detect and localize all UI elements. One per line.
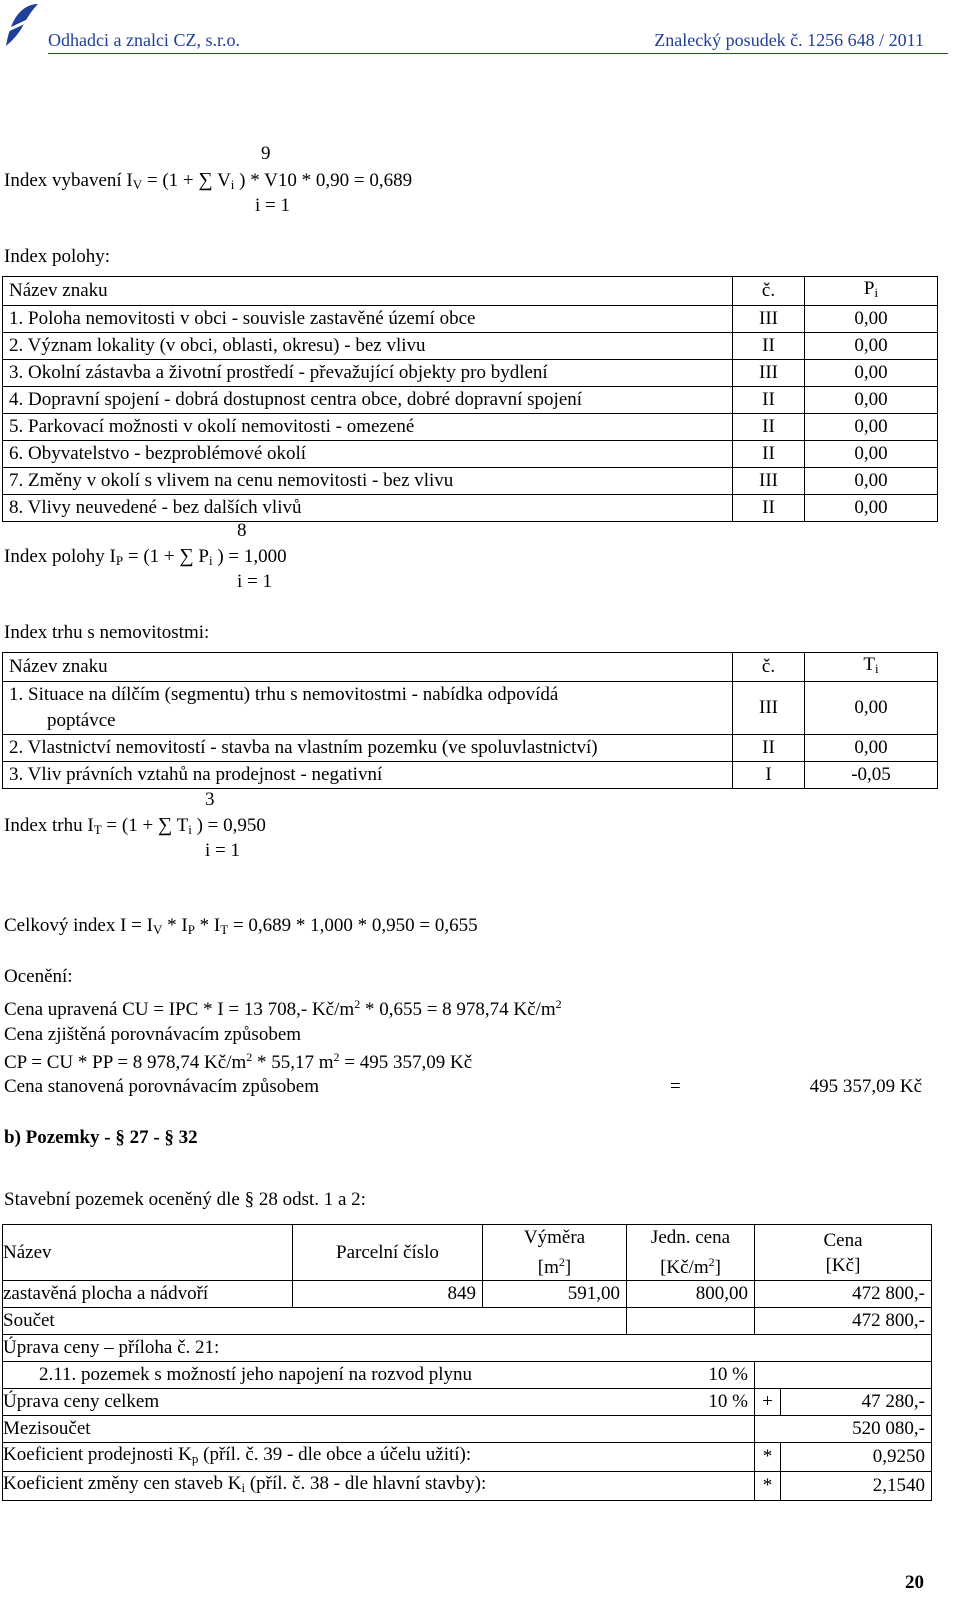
- pozemky-col-parcel: Parcelní číslo: [293, 1225, 483, 1281]
- trh-row1-val: 0,00: [805, 682, 938, 735]
- trh-heading: Index trhu s nemovitostmi:: [4, 622, 210, 643]
- poloha-row-val: 0,00: [805, 441, 938, 468]
- pozemky-ki-row: [3, 1472, 932, 1501]
- pozemky-uprava-celkem-row: [3, 1389, 932, 1416]
- pozemky-col-price: Cena [Kč]: [755, 1225, 932, 1281]
- trh-row-name: 3. Vliv právních vztahů na prodejnost - negativní: [3, 762, 733, 789]
- pozemky-kp-label: Koeficient prodejnosti $K_p$ (příl. č. 39 - dle obce a účelu užití):: [3, 1443, 755, 1472]
- formula-v-bottom: i = 1: [255, 195, 290, 216]
- formula-v: Index vybavení $I_V = (1$ + ∑ $V_i$ ) * V10 * 0,90 = 0,689: [4, 169, 413, 192]
- header-company: Odhadci a znalci CZ, s.r.o.: [48, 30, 240, 50]
- trh-row-no: I: [733, 762, 805, 789]
- company-logo-icon: [2, 2, 40, 48]
- pozemky-table: [2, 1224, 932, 1501]
- poloha-row-no: II: [733, 387, 805, 414]
- pozemky-uprava-item-name: 2.11. pozemek s možností jeho napojení na rozvod plynu: [3, 1362, 627, 1389]
- poloha-col-val: $P_i$: [805, 277, 938, 306]
- oceneni-line1: Cena upravená CU = IPC * I = 13 708,- $Kč/m^2 * 0,655 = 8$ 978,74 $Kč/m^2$: [4, 997, 562, 1020]
- pozemky-r1-price: 472 800,-: [755, 1281, 932, 1308]
- formula-p-bottom: i = 1: [237, 571, 272, 592]
- poloha-row-name: 7. Změny v okolí s vlivem na cenu nemovitosti - bez vlivu: [3, 468, 733, 495]
- trh-col-val: $T_i$: [805, 653, 938, 682]
- trh-table: [2, 652, 938, 789]
- poloha-row: [3, 495, 938, 522]
- pozemky-kp-op: *: [755, 1443, 781, 1472]
- poloha-heading: Index polohy:: [4, 246, 111, 267]
- poloha-table: [2, 276, 938, 522]
- pozemky-soucet-label: Součet: [3, 1308, 627, 1335]
- pozemky-kp-row: [3, 1443, 932, 1472]
- poloha-row-val: 0,00: [805, 306, 938, 333]
- pozemky-heading: b) Pozemky - § 27 - § 32: [4, 1127, 198, 1148]
- poloha-row-val: 0,00: [805, 495, 938, 522]
- total-index: Celkový index $I = I_V * I_P * I_T = 0,689 * 1,000 * 0,950 = 0,655$: [4, 915, 478, 937]
- trh-row-val: -0,05: [805, 762, 938, 789]
- poloha-row-no: II: [733, 333, 805, 360]
- poloha-row: [3, 414, 938, 441]
- poloha-row-name: 6. Obyvatelstvo - bezproblémové okolí: [3, 441, 733, 468]
- header-report-number: Znalecký posudek č. 1256 648 / 2011: [654, 30, 924, 50]
- pozemky-mezisoucet-value: 520 080,-: [755, 1416, 932, 1443]
- pozemky-soucet-value: 472 800,-: [755, 1308, 932, 1335]
- poloha-row-val: 0,00: [805, 414, 938, 441]
- trh-row1-name: 1. Situace na dílčím (segmentu) trhu s nemovitostmi - nabídka odpovídá poptávce: [3, 682, 733, 735]
- trh-row: [3, 762, 938, 789]
- pozemky-col-area: Výměra $[m^2]$: [483, 1225, 627, 1281]
- pozemky-col-unit-price: Jedn. cena $[Kč/m^2]$: [627, 1225, 755, 1281]
- formula-v-top: 9: [261, 143, 271, 164]
- oceneni-line3: CP = CU * PP = 8 978,74 $Kč/m^2 * 55,17$ $m^2 = 495$ 357,09 Kč: [4, 1050, 473, 1073]
- pozemky-soucet-row: [3, 1308, 932, 1335]
- oceneni-heading: Ocenění:: [4, 966, 73, 987]
- poloha-row-val: 0,00: [805, 468, 938, 495]
- oceneni-line4: Cena stanovená porovnávacím způsobem: [4, 1076, 319, 1097]
- poloha-row-name: 1. Poloha nemovitosti v obci - souvisle zastavěné území obce: [3, 306, 733, 333]
- poloha-row-no: II: [733, 495, 805, 522]
- poloha-row-name: 2. Význam lokality (v obci, oblasti, okresu) - bez vlivu: [3, 333, 733, 360]
- formula-t: Index trhu $I_T = (1$ + ∑ $T_i$ ) = 0,950: [4, 814, 266, 837]
- poloha-row-no: III: [733, 360, 805, 387]
- trh-row-val: 0,00: [805, 735, 938, 762]
- pozemky-uprava-item-row: [3, 1362, 932, 1389]
- pozemky-r1-unit-price: 800,00: [627, 1281, 755, 1308]
- pozemky-r1-parcel: 849: [293, 1281, 483, 1308]
- trh-row: [3, 735, 938, 762]
- trh-row: [3, 682, 938, 735]
- formula-p: Index polohy $I_P = (1$ + ∑ $P_i$ ) = 1,000: [4, 545, 287, 568]
- pozemky-kp-value: 0,9250: [781, 1443, 932, 1472]
- page-number: 20: [905, 1572, 924, 1593]
- pozemky-ki-value: 2,1540: [781, 1472, 932, 1501]
- poloha-row-name: 4. Dopravní spojení - dobrá dostupnost centra obce, dobré dopravní spojení: [3, 387, 733, 414]
- formula-t-top: 3: [205, 789, 215, 810]
- poloha-row-no: III: [733, 306, 805, 333]
- oceneni-final-value: 495 357,09 Kč: [809, 1076, 922, 1097]
- poloha-col-name: Název znaku: [3, 277, 733, 306]
- poloha-row-no: II: [733, 414, 805, 441]
- poloha-row: [3, 306, 938, 333]
- pozemky-r1-name: zastavěná plocha a nádvoří: [3, 1281, 293, 1308]
- oceneni-line2: Cena zjištěná porovnávacím způsobem: [4, 1024, 302, 1045]
- trh-col-no: č.: [733, 653, 805, 682]
- pozemky-mezisoucet-row: [3, 1416, 932, 1443]
- pozemky-ki-label: Koeficient změny cen staveb $K_i$ (příl. č. 38 - dle hlavní stavby):: [3, 1472, 755, 1501]
- poloha-row: [3, 441, 938, 468]
- trh-row1-no: III: [733, 682, 805, 735]
- pozemky-uprava-row: [3, 1335, 932, 1362]
- oceneni-equals: =: [670, 1076, 681, 1097]
- pozemky-uprava-celkem-pct: 10 %: [627, 1389, 755, 1416]
- poloha-header-row: [3, 277, 938, 306]
- formula-p-top: 8: [237, 520, 247, 541]
- poloha-row-val: 0,00: [805, 333, 938, 360]
- poloha-row-val: 0,00: [805, 360, 938, 387]
- pozemky-row: [3, 1281, 932, 1308]
- pozemky-uprava-item-pct: 10 %: [627, 1362, 755, 1389]
- trh-row-name: 2. Vlastnictví nemovitostí - stavba na vlastním pozemku (ve spoluvlastnictví): [3, 735, 733, 762]
- poloha-col-no: č.: [733, 277, 805, 306]
- pozemky-mezisoucet-label: Mezisoučet: [3, 1416, 755, 1443]
- poloha-row: [3, 468, 938, 495]
- pozemky-r1-area: 591,00: [483, 1281, 627, 1308]
- header-rule: [48, 53, 948, 54]
- trh-header-row: [3, 653, 938, 682]
- poloha-row-no: III: [733, 468, 805, 495]
- poloha-row-name: 3. Okolní zástavba a životní prostředí - převažující objekty pro bydlení: [3, 360, 733, 387]
- poloha-row: [3, 387, 938, 414]
- pozemky-uprava-celkem-value: 47 280,-: [781, 1389, 932, 1416]
- pozemky-ki-op: *: [755, 1472, 781, 1501]
- pozemky-uprava-celkem-op: +: [755, 1389, 781, 1416]
- trh-col-name: Název znaku: [3, 653, 733, 682]
- trh-row-no: II: [733, 735, 805, 762]
- pozemky-col-name: Název: [3, 1225, 293, 1281]
- poloha-row: [3, 360, 938, 387]
- poloha-row: [3, 333, 938, 360]
- pozemky-subheading: Stavební pozemek oceněný dle § 28 odst. 1 a 2:: [4, 1189, 366, 1210]
- pozemky-uprava-label: Úprava ceny – příloha č. 21:: [3, 1335, 932, 1362]
- poloha-row-val: 0,00: [805, 387, 938, 414]
- poloha-row-name: 8. Vlivy neuvedené - bez dalších vlivů: [3, 495, 733, 522]
- pozemky-uprava-celkem-label: Úprava ceny celkem: [3, 1389, 627, 1416]
- poloha-row-name: 5. Parkovací možnosti v okolí nemovitosti - omezené: [3, 414, 733, 441]
- formula-t-bottom: i = 1: [205, 840, 240, 861]
- pozemky-header-row: [3, 1225, 932, 1281]
- poloha-row-no: II: [733, 441, 805, 468]
